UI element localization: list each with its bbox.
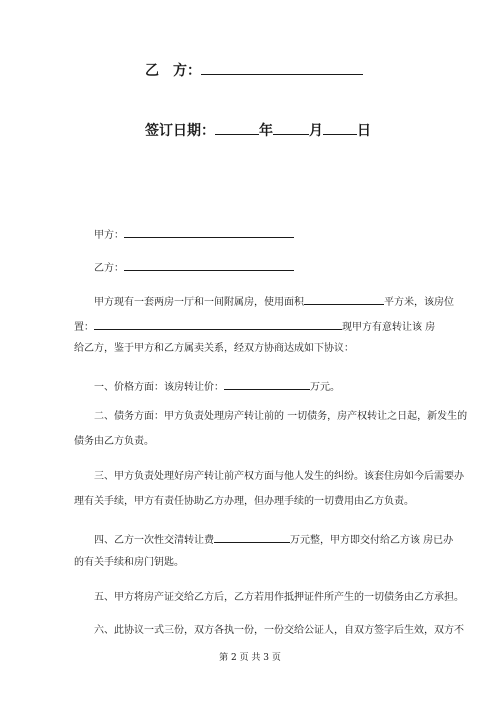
payment-text-2: 的有关手续和房门钥匙。 xyxy=(74,557,184,568)
intro-line-2 xyxy=(74,317,435,335)
intro-text-1b: 平方米，该房位 xyxy=(384,297,454,308)
year-char: 年 xyxy=(259,123,273,139)
debt-text-1: 二、债务方面：甲方负责处理房产转让前的 一切债务，房产权转让之日起，新发生的 xyxy=(94,411,468,422)
clause-price xyxy=(94,377,340,395)
page-number: 第 2 页 共 3 页 xyxy=(219,653,281,663)
month-char: 月 xyxy=(309,123,323,139)
party-b-line xyxy=(94,258,294,276)
clause-copies xyxy=(94,624,464,638)
clause-payment-line-2 xyxy=(74,556,184,570)
copies-text: 六、此协议一式三份，双方各执一份，一份交给公证人，自双方签字后生效，双方不 xyxy=(94,625,464,636)
intro-text-3: 给乙方，鉴于甲方和乙方属卖关系，经双方协商达成如下协议： xyxy=(74,343,354,354)
party-a-label: 甲方： xyxy=(94,230,124,241)
area-blank xyxy=(304,292,384,305)
header-party-b-line xyxy=(145,60,363,80)
clause-dispute-line-2 xyxy=(74,495,414,509)
price-text-a: 一、价格方面：该房转让价： xyxy=(94,382,224,393)
payment-text-1a: 四、乙方一次性交清转让费 xyxy=(94,535,214,546)
clause-payment-line-1 xyxy=(94,530,453,548)
intro-line-3 xyxy=(74,342,354,356)
payment-blank xyxy=(214,530,290,543)
party-b-blank xyxy=(124,258,294,271)
header-party-b-label: 乙 方： xyxy=(145,63,201,79)
party-a-blank xyxy=(124,225,294,238)
page-footer xyxy=(0,650,500,663)
day-char: 日 xyxy=(357,123,371,139)
dispute-text-2: 理有关手续，甲方有责任协助乙方办理，但办理手续的一切费用由乙方负责。 xyxy=(74,496,414,507)
sign-date-label: 签订日期： xyxy=(145,123,215,139)
month-blank xyxy=(273,120,309,135)
intro-text-2a: 置： xyxy=(74,322,94,333)
header-sign-date-line xyxy=(145,120,371,140)
intro-line-1 xyxy=(94,292,454,310)
intro-text-1a: 甲方现有一套两房一厅和一间附属房，使用面积 xyxy=(94,297,304,308)
certificate-text: 五、甲方将房产证交给乙方后，乙方若用作抵押证件所产生的一切债务由乙方承担。 xyxy=(94,592,464,603)
debt-text-2: 债务由乙方负责。 xyxy=(74,436,154,447)
clause-certificate xyxy=(94,591,464,605)
price-text-b: 万元。 xyxy=(310,382,340,393)
payment-text-1b: 万元整，甲方即交付给乙方该 房已办 xyxy=(290,535,454,546)
year-blank xyxy=(215,120,259,135)
clause-debt-line-1 xyxy=(94,410,467,424)
dispute-text-1: 三、甲方负责处理好房产转让前产权方面与他人发生的纠纷。该套住房如今后需要办 xyxy=(94,471,464,482)
header-party-b-blank xyxy=(201,60,363,75)
clause-dispute-line-1 xyxy=(94,470,464,484)
price-blank xyxy=(224,377,310,390)
clause-debt-line-2 xyxy=(74,435,154,449)
party-b-label: 乙方： xyxy=(94,263,124,274)
location-blank xyxy=(94,317,342,330)
party-a-line xyxy=(94,225,294,243)
intro-text-2b: 现甲方有意转让该 房 xyxy=(342,322,436,333)
day-blank xyxy=(323,120,357,135)
